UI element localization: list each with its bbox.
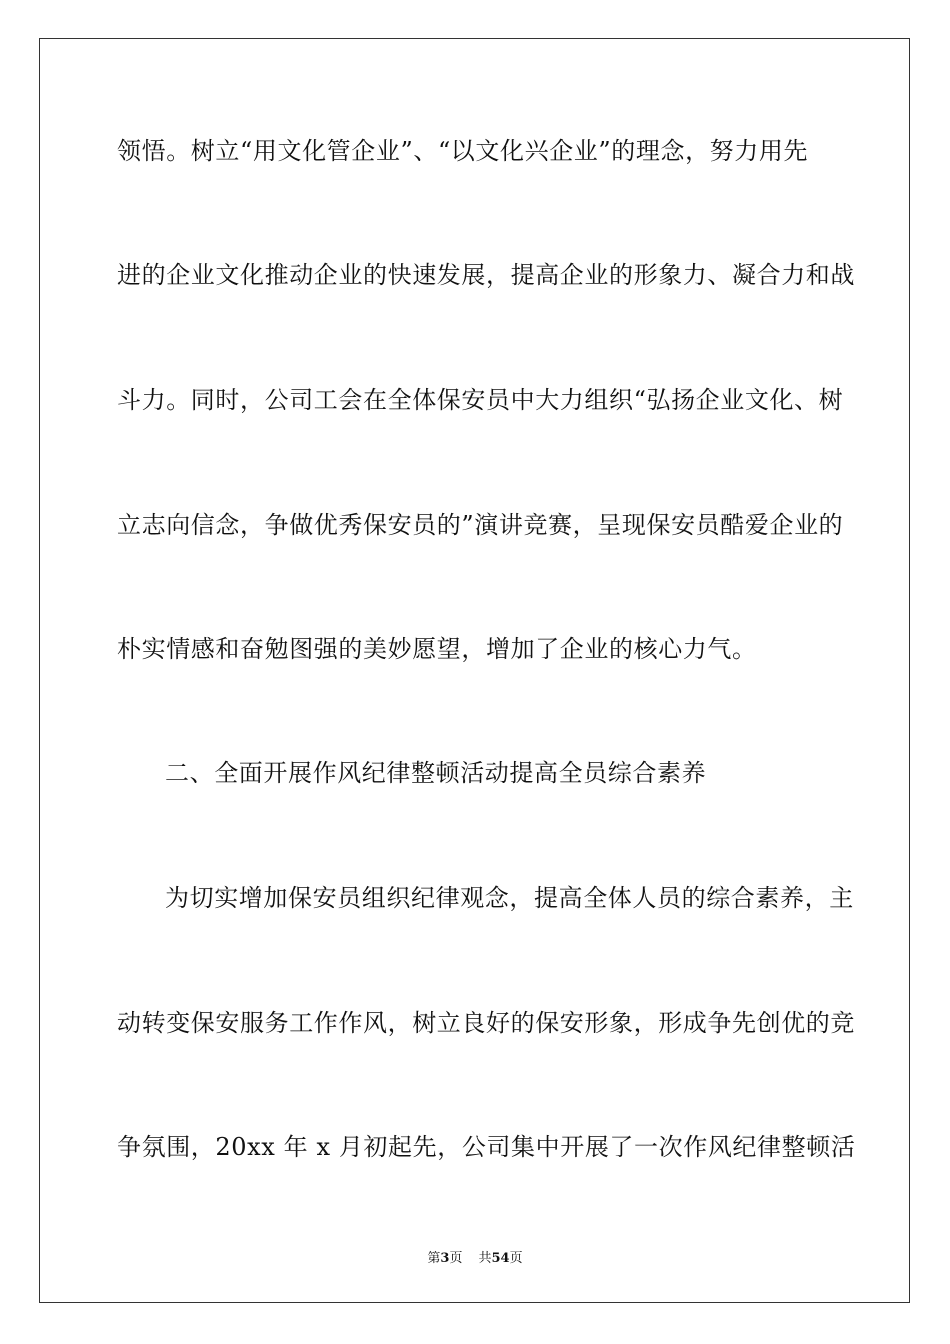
- page-suffix: 页: [449, 1251, 463, 1266]
- total-suffix: 页: [509, 1251, 523, 1266]
- page-prefix: 第: [427, 1251, 441, 1266]
- current-page-number: 3: [440, 1251, 450, 1266]
- body-text-line-5: 朴实情感和奋勉图强的美妙愿望，增加了企业的核心力气。: [117, 635, 757, 663]
- body-text-line-2: 进的企业文化推动企业的快速发展，提高企业的形象力、凝合力和战: [117, 261, 855, 289]
- section-heading: 二、全面开展作风纪律整顿活动提高全员综合素养: [165, 759, 707, 787]
- total-prefix: 共: [478, 1251, 492, 1266]
- page-footer: [0, 1247, 950, 1266]
- body-text-line-7: 为切实增加保安员组织纪律观念，提高全体人员的综合素养，主: [165, 884, 854, 912]
- body-text-line-1: 领悟。树立“用文化管企业”、“以文化兴企业”的理念，努力用先: [117, 137, 809, 165]
- body-text-line-4: 立志向信念，争做优秀保安员的”演讲竞赛，呈现保安员酷爱企业的: [117, 511, 844, 539]
- total-page-count: 54: [491, 1251, 510, 1266]
- body-text-line-9: 争氛围，20xx 年 x 月初起先，公司集中开展了一次作风纪律整顿活: [117, 1133, 856, 1161]
- page-border: [39, 38, 910, 1303]
- body-text-line-3: 斗力。同时，公司工会在全体保安员中大力组织“弘扬企业文化、树: [117, 386, 844, 414]
- body-text-line-8: 动转变保安服务工作作风，树立良好的保安形象，形成争先创优的竞: [117, 1009, 855, 1037]
